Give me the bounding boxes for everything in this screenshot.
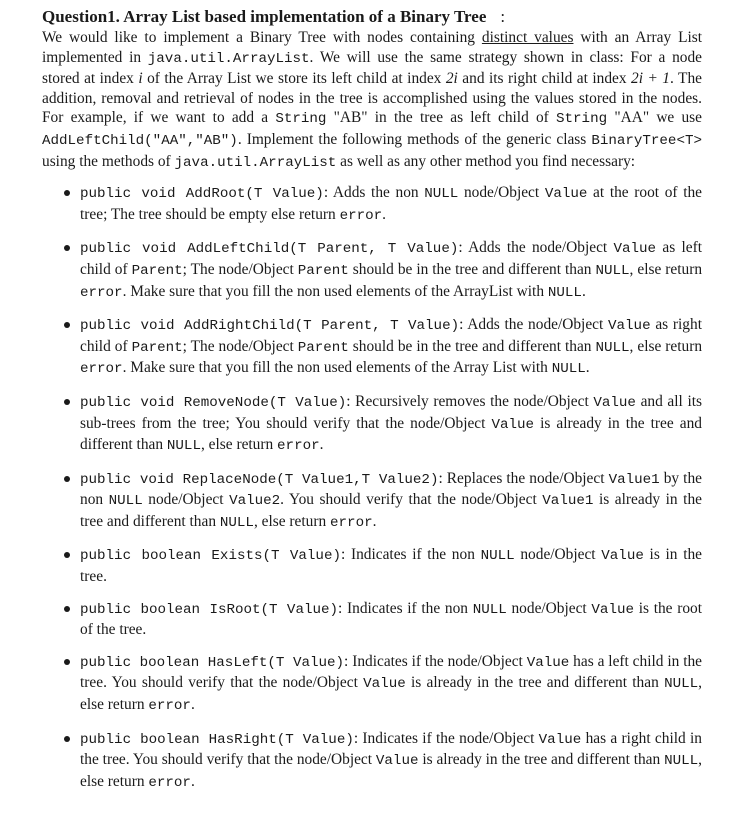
question-title-text: Array List based implementation of a Binary Tree [123,7,487,26]
code-span: NULL [108,493,143,510]
method-signature: public void ReplaceNode(T Value1,T Value2) [80,471,439,488]
question-label: Question1. [42,7,120,26]
math-var: i [138,70,143,88]
code-span: Value [491,416,535,433]
method-text: , else return [629,337,703,355]
method-text: as right child of [80,316,702,355]
method-text: and all its sub-trees from the tree; You should verify that the node/Object [80,392,702,432]
method-item-isroot [42,599,702,640]
code-span: NULL [480,548,515,565]
method-text: has a left child in the tree. You should verify that the node/Object [80,652,702,692]
code-span: error [148,774,191,791]
method-item-removenode [42,392,702,457]
code-span: Value [593,394,636,411]
method-text: ; The node/Object [182,337,298,355]
code-span: NULL [219,514,254,531]
intro-text: . The addition, removal and retrieval of nodes in the tree is accomplished using the values stored in the nodes. For example, if we want to add a [42,70,702,127]
bullet [64,322,70,328]
method-item-addrightchild [42,315,702,380]
method-text: : Recursively removes the node/Object [346,392,594,410]
title-separator: : [500,7,506,26]
method-text: . [585,359,590,377]
intro-text: . Implement the following methods of the generic class [237,130,592,148]
method-text: node/Object [514,546,602,564]
intro-text: and its right child at index [457,70,632,88]
code-span: java.util.ArrayList [174,154,337,171]
code-span: Value [591,601,634,618]
code-span: Value [526,654,570,671]
code-span: Value1 [542,493,594,510]
intro-text: . We will use the same strategy shown in class: For a node stored at index [42,48,702,88]
method-text: : Adds the non [323,184,425,202]
method-text: by the non [80,469,702,509]
method-text: . [190,772,195,790]
method-text: . [319,436,324,454]
method-text: , else return [629,260,703,278]
method-text: is in the tree. [80,546,702,586]
code-span: Parent [297,262,349,279]
method-text: . [382,205,386,223]
code-span: NULL [424,186,459,203]
code-span: NULL [551,361,586,378]
code-span: Value [601,548,644,565]
method-text: is already in the tree and different than [405,674,665,692]
code-span: NULL [166,438,201,455]
intro-text: We would like to implement a Binary Tree with nodes containing [42,29,482,46]
method-signature: public void RemoveNode(T Value) [80,394,347,411]
bullet [64,606,70,612]
method-item-addroot [42,183,702,226]
underlined-term: distinct values [481,29,574,46]
method-signature: public boolean IsRoot(T Value) [80,601,339,618]
code-span: String [275,111,327,128]
code-span: error [339,207,383,224]
method-text: . Make sure that you fill the non used elements of the ArrayList with [122,282,548,300]
method-text: has a right child in the tree. You should verify that the node/Object [80,729,702,769]
method-item-exists [42,545,702,586]
code-span: Value [613,241,657,258]
code-span: NULL [547,284,582,301]
method-text: : Replaces the node/Object [438,469,609,487]
bullet [64,476,70,482]
method-text: is already in the tree and different than [418,751,665,769]
method-text: . [581,282,586,300]
method-signature: public void AddLeftChild(T Parent, T Value) [80,241,459,258]
code-span: BinaryTree<T> [591,132,702,149]
method-text: node/Object [142,491,230,509]
method-text: . You should verify that the node/Object [280,491,543,509]
method-item-hasright [42,729,702,794]
intro-text: of the Array List we store its left child at index [142,70,446,88]
code-span: error [80,284,123,301]
code-span: String [556,111,608,128]
bullet [64,190,70,196]
bullet [64,659,70,665]
intro-text: using the methods of [42,152,175,170]
code-span: error [80,361,123,378]
method-text: : Indicates if the node/Object [353,729,539,747]
method-text: is the root of the tree. [80,599,702,639]
code-span: NULL [664,676,699,693]
method-text: : Indicates if the non [338,599,473,617]
code-span: java.util.ArrayList [147,50,310,67]
question-title [42,6,702,28]
intro-text: as well as any other method you find necessary: [336,152,636,170]
intro-text: "AA" we use [607,109,702,127]
method-text: : Adds the node/Object [459,316,609,334]
method-item-addleftchild [42,238,702,303]
method-signature: public void AddRightChild(T Parent, T Value) [80,318,460,335]
method-signature: public boolean HasRight(T Value) [80,731,354,748]
method-text: as left child of [80,239,702,278]
method-text: . [190,696,195,714]
method-signature: public boolean HasLeft(T Value) [80,654,345,671]
bullet [64,736,70,742]
code-span: AddLeftChild("AA","AB") [42,132,238,149]
method-text: , else return [253,512,331,530]
method-item-replacenode [42,469,702,534]
method-text: : Indicates if the node/Object [344,652,527,670]
code-span: Value [363,676,406,693]
code-span: Parent [131,262,183,279]
code-span: NULL [472,601,507,618]
intro-text: with an Array List implemented in [42,29,703,66]
code-span: Value2 [229,493,281,510]
intro-text: "AB" in the tree as left child of [326,109,557,127]
code-span: Value [544,186,588,203]
method-text: : Indicates if the non [340,546,481,564]
method-text: . Make sure that you fill the non used elements of the Array List with [122,359,552,377]
method-list [42,183,702,793]
bullet [64,399,70,405]
method-text: node/Object [458,184,545,202]
method-item-hasleft [42,652,702,717]
method-text: should be in the tree and different than [348,337,596,355]
method-text: , else return [200,436,278,454]
code-span: Parent [297,339,349,356]
method-signature: public void AddRoot(T Value) [80,186,324,203]
bullet [64,552,70,558]
method-text: is already in the tree and different than [80,414,702,454]
method-text: is already in the tree and different than [80,491,702,530]
method-signature: public boolean Exists(T Value) [80,548,341,565]
code-span: error [277,438,320,455]
method-text: . [372,512,377,530]
code-span: Parent [131,339,183,356]
code-span: Value [538,731,582,748]
code-span: NULL [595,339,630,356]
method-text: : Adds the node/Object [458,239,614,257]
math-expr: 2i + 1 [631,70,671,88]
intro-paragraph [42,28,702,173]
method-text: ; The node/Object [182,260,298,278]
code-span: Value1 [608,471,660,488]
bullet [64,245,70,251]
method-text: node/Object [506,599,592,617]
method-text: , else return [80,674,702,714]
code-span: Value [375,753,419,770]
code-span: NULL [595,262,630,279]
code-span: Value [608,318,651,335]
code-span: NULL [664,753,699,770]
code-span: error [148,698,191,715]
method-text: should be in the tree and different than [348,260,596,278]
method-text: at the root of the tree; The tree should be empty else return [80,184,702,223]
code-span: error [330,514,373,531]
method-text: , else return [80,751,702,790]
math-expr: 2i [445,70,458,88]
